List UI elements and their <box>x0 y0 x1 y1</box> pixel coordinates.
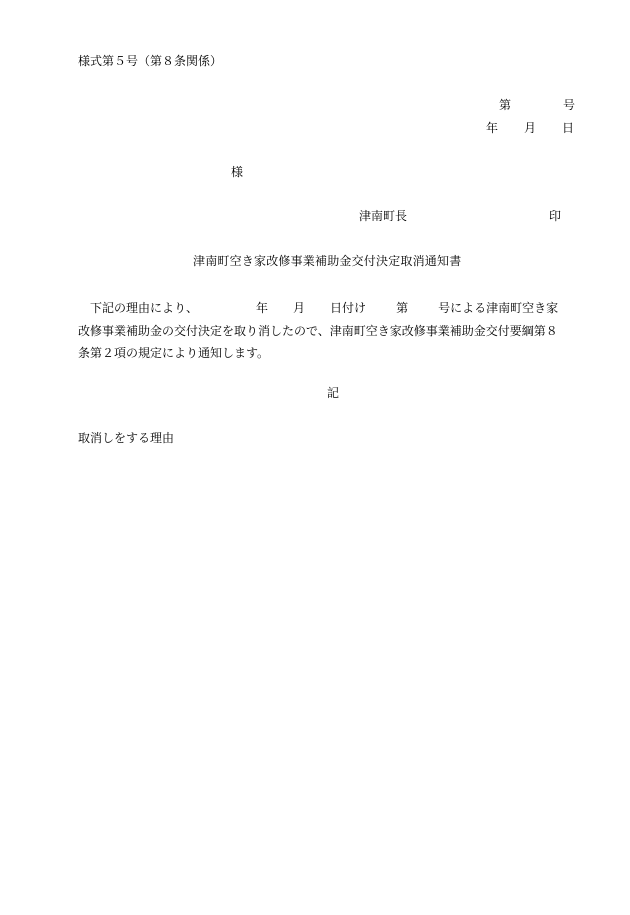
body-line-1 <box>78 297 592 320</box>
body-month: 月 <box>293 301 306 315</box>
document-number-line <box>499 98 575 112</box>
doc-number-go: 号 <box>563 98 576 112</box>
body-paragraph <box>78 297 592 365</box>
body-dai: 第 <box>396 301 409 315</box>
body-year: 年 <box>256 301 269 315</box>
body-line-3: 条第２項の規定により通知します。 <box>78 346 270 360</box>
document-title: 津南町空き家改修事業補助金交付決定取消通知書 <box>193 254 462 268</box>
date-line <box>486 121 574 135</box>
date-day: 日 <box>562 121 575 135</box>
sender-line <box>359 209 561 223</box>
date-year: 年 <box>486 121 499 135</box>
sender-seal: 印 <box>549 209 562 223</box>
body-line-2: 改修事業補助金の交付決定を取り消したので、津南町空き家改修事業補助金交付要綱第８ <box>78 323 558 338</box>
doc-number-dai: 第 <box>499 98 512 112</box>
reason-label: 取消しをする理由 <box>78 431 175 445</box>
date-month: 月 <box>524 121 537 135</box>
form-number: 様式第５号（第８条関係） <box>78 54 223 68</box>
body-part2: 号による津南町空き家 <box>438 301 559 315</box>
body-part1: 下記の理由により、 <box>90 301 199 315</box>
ki-mark: 記 <box>327 386 340 400</box>
sender-name: 津南町長 <box>359 209 408 223</box>
body-dated: 日付け <box>330 301 367 315</box>
recipient-honorific: 様 <box>231 165 244 179</box>
